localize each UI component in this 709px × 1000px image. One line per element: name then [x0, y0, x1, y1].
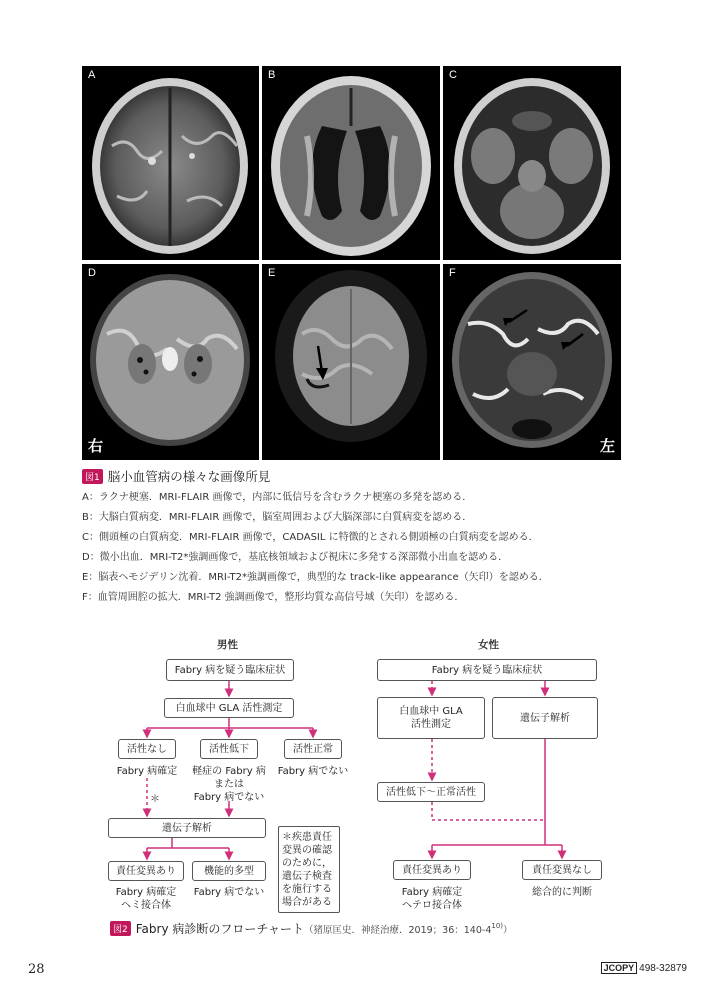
figure2-caption — [110, 920, 513, 937]
female-measure-box: 白血球中 GLA 活性測定 — [377, 697, 485, 739]
female-activity-range-box: 活性低下〜正常活性 — [377, 782, 485, 802]
male-polymorphism-box: 機能的多型 — [192, 861, 266, 881]
caption-line-b: B：大脳白質病変．MRI-FLAIR 画像で，脳室周囲および大脳深部に白質病変を認める． — [82, 512, 473, 523]
male-final-confirmed: Fabry 病確定 ヘミ接合体 — [115, 887, 177, 911]
female-start-box: Fabry 病を疑う臨床症状 — [377, 659, 597, 681]
figure1-badge: 図1 — [82, 469, 103, 484]
female-final-confirmed: Fabry 病確定 ヘテロ接合体 — [401, 887, 463, 911]
female-final-judge: 総合的に判断 — [532, 887, 592, 898]
footer-copyright — [601, 963, 687, 974]
footer-code: 498-32879 — [639, 963, 687, 974]
side-label-left: 左 — [599, 437, 615, 455]
male-result-not: Fabry 病でない — [277, 766, 349, 777]
female-gene-box: 遺伝子解析 — [492, 697, 598, 739]
page-number: 28 — [28, 962, 45, 977]
male-mutation-yes-box: 責任変異あり — [108, 861, 184, 881]
side-label-right: 右 — [88, 437, 104, 455]
male-start-box: Fabry 病を疑う臨床症状 — [166, 659, 294, 681]
panel-label-e: E — [268, 267, 276, 279]
caption-line-f: F：血管周囲腔の拡大．MRI-T2 強調画像で，整形均質な高信号域（矢印）を認める． — [82, 592, 465, 603]
caption-line-c: C：側頭極の白質病変．MRI-FLAIR 画像で，CADASIL に特徴的とされる側頭極の白質病変を認める． — [82, 532, 539, 543]
figure2-source-end: ） — [503, 925, 513, 936]
figure2-title: Fabry 病診断のフローチャート — [135, 922, 304, 936]
male-activity-low-box: 活性低下 — [200, 739, 258, 759]
male-result-confirmed: Fabry 病確定 — [116, 766, 178, 777]
figure1-title: 脳小血管病の様々な画像所見 — [107, 469, 271, 484]
female-mutation-no-box: 責任変異なし — [522, 860, 602, 880]
caption-line-d: D：微小出血．MRI-T2*強調画像で，基底核領域および視床に多発する深部微小出血を認める． — [82, 552, 509, 563]
flow-female-heading: 女性 — [478, 639, 499, 651]
flow-male-heading: 男性 — [217, 639, 238, 651]
male-footnote-box: ＊疾患責任 変異の確認 のために， 遺伝子検査 を施行する 場合がある — [278, 826, 340, 913]
male-asterisk: ＊ — [150, 794, 160, 805]
panel-label-c: C — [449, 69, 457, 81]
caption-line-e: E：脳表ヘモジデリン沈着．MRI-T2*強調画像で，典型的な track-like appearance（矢印）を認める． — [82, 572, 549, 583]
panel-label-d: D — [88, 267, 96, 279]
female-mutation-yes-box: 責任変異あり — [393, 860, 471, 880]
male-gene-box: 遺伝子解析 — [108, 818, 266, 838]
caption-line-a: A：ラクナ梗塞．MRI-FLAIR 画像で，内部に低信号を含むラクナ梗塞の多発を認める． — [82, 492, 473, 503]
male-final-not: Fabry 病でない — [193, 887, 265, 898]
panel-label-b: B — [268, 69, 276, 81]
male-result-low: 軽症の Fabry 病 または Fabry 病でない — [192, 766, 266, 803]
male-activity-normal-box: 活性正常 — [284, 739, 342, 759]
figure2-reference: 10) — [491, 922, 504, 930]
male-activity-none-box: 活性なし — [118, 739, 176, 759]
male-measure-box: 白血球中 GLA 活性測定 — [164, 698, 294, 718]
panel-label-a: A — [88, 69, 96, 81]
panel-label-f: F — [449, 267, 456, 279]
jcopy-logo: JCOPY — [601, 962, 638, 974]
figure2-badge: 図2 — [110, 921, 131, 936]
figure2-source: （猪原匡史．神経治療．2019；36：140-4 — [304, 925, 492, 936]
